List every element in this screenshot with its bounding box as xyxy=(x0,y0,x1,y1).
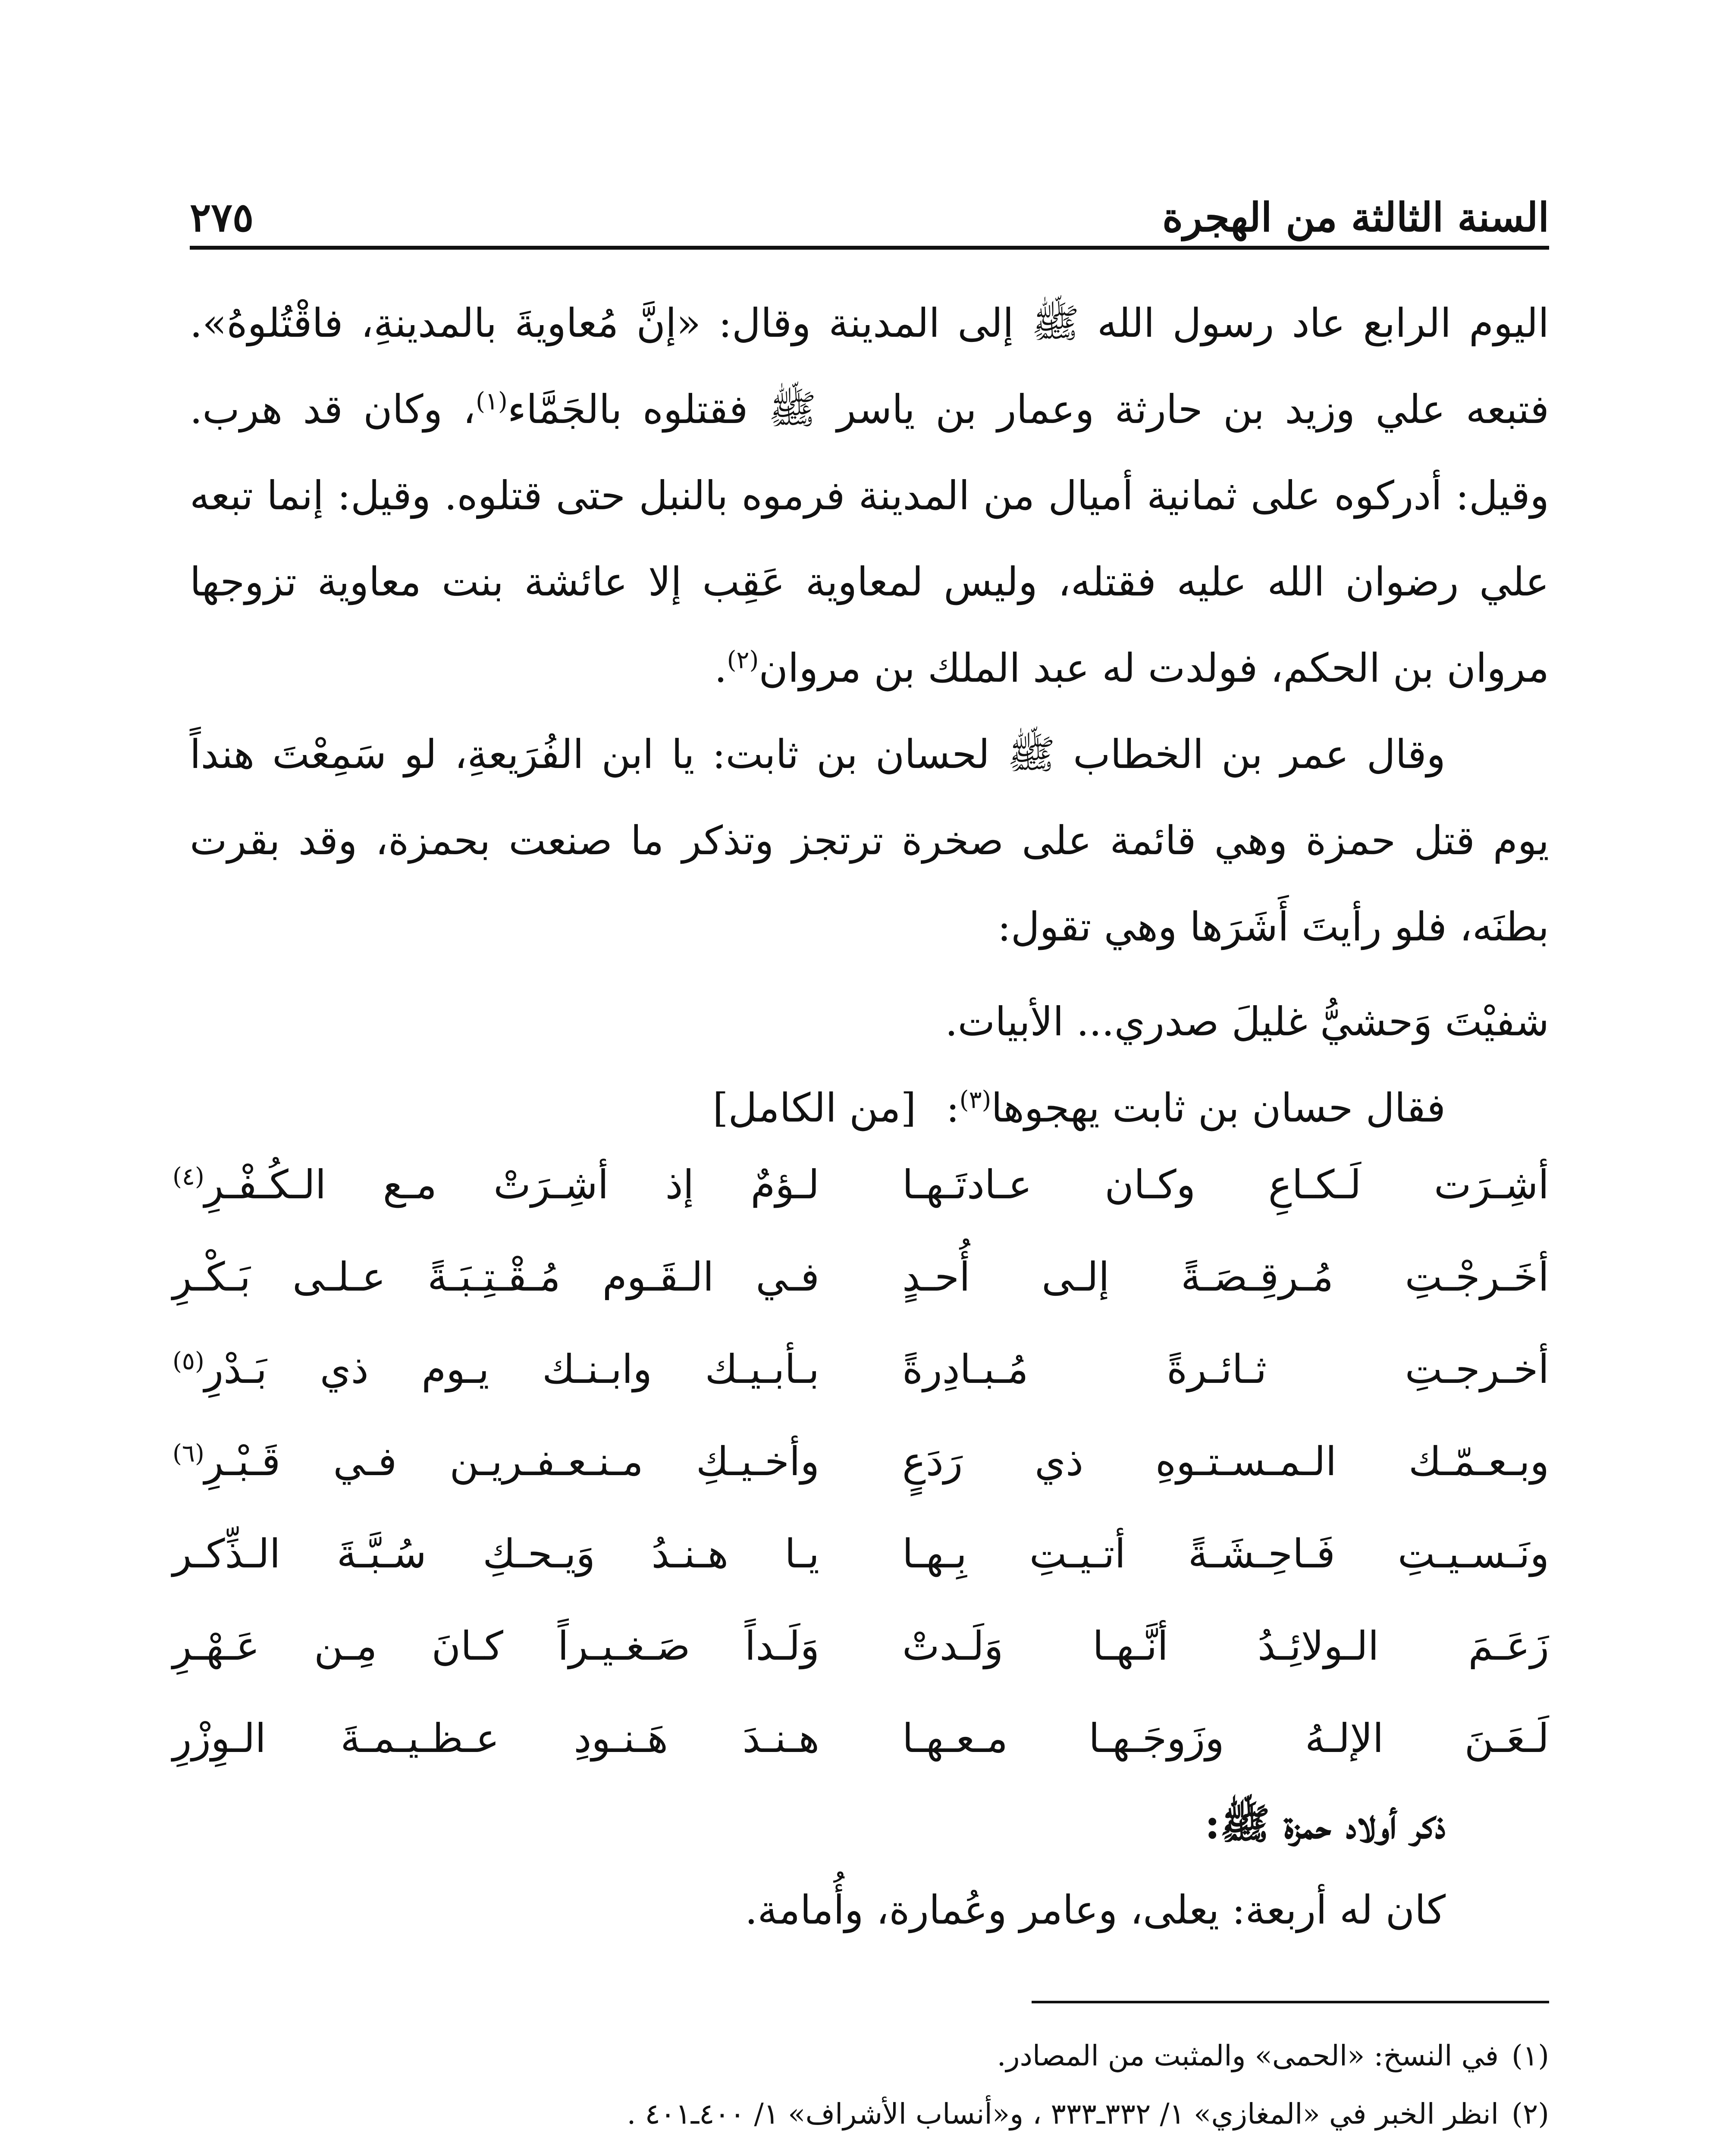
footnote-text xyxy=(741,2143,1499,2156)
footnote-number: (١) xyxy=(1512,2039,1549,2072)
paragraph-1-part-b: ، وكان قد هرب. وقيل: أدركوه على ثمانية أميال من المدينة فرموه بالنبل حتى قتلوه. وقيل: إنما تبعه علي رضوان الله عليه فقتله، وليس لمعاوية عَقِب إلا عائشة بنت معاوية تزوجها مروان بن الحكم، فولدت له عبد الملك بن مروان xyxy=(190,386,1549,691)
footnote-ref-5: (٥) xyxy=(173,1347,204,1375)
footnote-number: (٢) xyxy=(1512,2097,1549,2131)
section-text: كان له أربعة: يعلى، وعامر وعُمارة، وأُمامة. xyxy=(745,1887,1446,1933)
footnote-text: انظر الخبر في «المغازي» ١/ ٣٣٢ـ٣٣٣ ، و«أنساب الأشراف» ١/ ٤٠٠ـ٤٠١ . xyxy=(627,2097,1499,2131)
poem-hemistich-second-text: وأخـيـكِ مـنـعـفـريـن فـي قَـبْـرِ xyxy=(204,1438,819,1485)
footnote-ref-4: (٤) xyxy=(173,1162,204,1191)
poem xyxy=(173,1138,1549,1784)
poem-line xyxy=(173,1323,1549,1415)
poem-hemistich-second-text: لـؤمٌ إذ أشِـرَتْ مـع الـكُـفْـرِ xyxy=(204,1161,819,1208)
header-rule xyxy=(190,246,1549,250)
poem-hemistich-first: لَـعَـنَ الإلـهُ وزَوجَـهـا مـعـهـا xyxy=(902,1715,1549,1761)
poem-line xyxy=(173,1600,1549,1692)
poem-hemistich-first: زَعَـمَ الـولائِـدُ أنَّـهـا وَلَـدتْ xyxy=(902,1623,1549,1669)
footnote xyxy=(190,2085,1549,2143)
paragraph-1-part-a: اليوم الرابع عاد رسول الله ﷺ إلى المدينة وقال: «إنَّ مُعاويةَ بالمدينةِ، فاقْتُلوهُ». فتبعه علي وزيد بن حارثة وعمار بن ياسر ﷺ فقتلوه بالجَمَّاء xyxy=(190,300,1549,432)
footnotes xyxy=(190,2027,1549,2156)
footnote-text: في النسخ: «الحمى» والمثبت من المصادر. xyxy=(997,2039,1499,2072)
paragraph-2: وقال عمر بن الخطاب ﷺ لحسان بن ثابت: يا ابن الفُرَيعةِ، لو سَمِعْتَ هنداً يوم قتل حمزة وهي قائمة على صخرة ترتجز وتذكر ما صنعت بحمزة، وقد بقرت بطنَه، فلو رأيتَ أَشَرَها وهي تقول: xyxy=(190,731,1549,950)
poem-hemistich-second: وَلَـداً صَـغـيـراً كـانَ مِـن عَـهْـرِ xyxy=(173,1623,819,1669)
footnote xyxy=(190,2143,1549,2156)
poem-intro-text: فقال حسان بن ثابت يهجوها xyxy=(991,1085,1446,1131)
footnote-number xyxy=(1512,2143,1549,2156)
poem-hemistich-second: فـي الـقَـوم مُـقْـتِـبَـةً عـلـى بَـكْـرِ xyxy=(173,1253,819,1300)
poem-line xyxy=(173,1138,1549,1231)
section-heading: ذكر أولاد حمزة ﷺ: xyxy=(1205,1799,1446,1848)
poem-intro-colon: : xyxy=(946,1085,960,1131)
poem-hemistich-first: أخَـرجْـتِ مُـرقِـصَـةً إلـى أُحـدٍ xyxy=(902,1253,1549,1300)
poem-line xyxy=(173,1507,1549,1600)
footnote-rule xyxy=(1032,2001,1549,2003)
header-title: السنة الثالثة من الهجرة xyxy=(1162,194,1549,241)
poem-hemistich-second: هـنـدَ هَـنـودِ عـظـيـمـةَ الـوِزْرِ xyxy=(173,1715,819,1761)
page-number: ٢٧٥ xyxy=(190,194,254,241)
poem-meter: [من الكامل] xyxy=(712,1085,916,1131)
poem-hemistich-second-text: بـأبـيـك وابـنـك يـوم ذي بَـدْرِ xyxy=(204,1346,819,1392)
footnote-ref-6: (٦) xyxy=(173,1439,204,1467)
footnote-ref-3: (٣) xyxy=(959,1086,991,1114)
poem-hemistich-first: أشِـرَت لَـكـاعِ وكـان عـادتَـهـا xyxy=(902,1161,1549,1208)
poem-hemistich-second xyxy=(173,1162,819,1208)
section xyxy=(190,1781,1549,1953)
poem-line xyxy=(173,1692,1549,1784)
poem-hemistich-second xyxy=(173,1438,819,1485)
poem-hemistich-first: أخـرجـتِ ثـائـرةً مُـبـادِرةً xyxy=(902,1346,1549,1392)
footnote-ref-1: (١) xyxy=(476,387,508,416)
footnote xyxy=(190,2027,1549,2085)
paragraph-1 xyxy=(190,280,1549,711)
footnote-ref-2: (٢) xyxy=(727,646,759,674)
main-text xyxy=(190,280,1549,1151)
poem-hemistich-second: يـا هـنـدُ وَيـحـكِ سُـبَّـةَ الـذِّكـر xyxy=(173,1530,819,1577)
poem-hemistich-first: وبـعـمّـك الـمـسـتـوهِ ذي رَدَعٍ xyxy=(902,1438,1549,1485)
running-header xyxy=(190,164,1549,241)
poem-hemistich-first: ونَـسـيـتِ فَـاحِـشَـةً أتـيـتِ بِـهـا xyxy=(902,1530,1549,1577)
poem-line xyxy=(173,1415,1549,1507)
quote-line: شفيْتَ وَحشيُّ غليلَ صدري... الأبيات. xyxy=(945,999,1549,1045)
paragraph-1-part-c: . xyxy=(714,645,727,691)
poem-hemistich-second xyxy=(173,1346,819,1392)
poem-line xyxy=(173,1231,1549,1323)
